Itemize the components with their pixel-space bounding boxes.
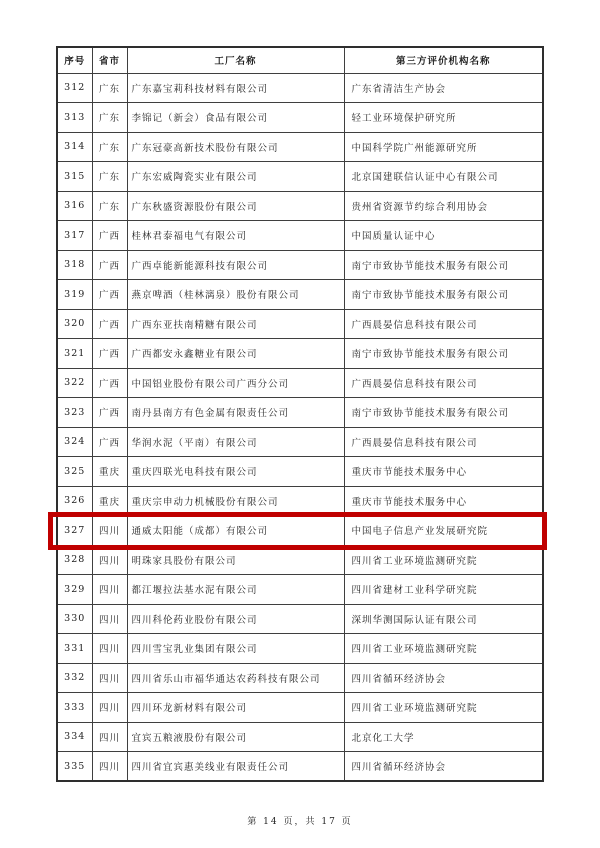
- cell-province: 广西: [92, 309, 127, 339]
- cell-agency: 南宁市致协节能技术服务有限公司: [344, 280, 543, 310]
- cell-index: 332: [57, 663, 92, 693]
- cell-province: 广西: [92, 280, 127, 310]
- cell-agency: 重庆市节能技术服务中心: [344, 457, 543, 487]
- cell-factory: 广东秋盛资源股份有限公司: [127, 191, 344, 221]
- cell-province: 四川: [92, 693, 127, 723]
- cell-agency: 四川省建材工业科学研究院: [344, 575, 543, 605]
- cell-province: 广西: [92, 368, 127, 398]
- cell-index: 314: [57, 132, 92, 162]
- header-index: 序号: [57, 47, 92, 73]
- cell-index: 335: [57, 752, 92, 782]
- cell-index: 324: [57, 427, 92, 457]
- cell-agency: 深圳华测国际认证有限公司: [344, 604, 543, 634]
- table-row: [57, 339, 543, 369]
- cell-index: 318: [57, 250, 92, 280]
- header-province: 省市: [92, 47, 127, 73]
- table-row: [57, 309, 543, 339]
- header-agency: 第三方评价机构名称: [344, 47, 543, 73]
- table-row: [57, 575, 543, 605]
- cell-province: 广西: [92, 250, 127, 280]
- cell-agency: 广西晨晏信息科技有限公司: [344, 309, 543, 339]
- cell-index: 331: [57, 634, 92, 664]
- cell-province: 重庆: [92, 457, 127, 487]
- cell-index: 323: [57, 398, 92, 428]
- cell-index: 330: [57, 604, 92, 634]
- cell-index: 325: [57, 457, 92, 487]
- cell-province: 广东: [92, 73, 127, 103]
- cell-index: 334: [57, 722, 92, 752]
- cell-factory: 四川省宜宾惠美线业有限责任公司: [127, 752, 344, 782]
- table-row: [57, 604, 543, 634]
- table-header: [57, 47, 543, 73]
- cell-province: 广东: [92, 191, 127, 221]
- cell-factory: 广东嘉宝莉科技材料有限公司: [127, 73, 344, 103]
- cell-factory: 四川雪宝乳业集团有限公司: [127, 634, 344, 664]
- cell-index: 313: [57, 103, 92, 133]
- cell-agency: 广东省清洁生产协会: [344, 73, 543, 103]
- cell-agency: 南宁市致协节能技术服务有限公司: [344, 398, 543, 428]
- cell-index: 320: [57, 309, 92, 339]
- table-row: [57, 427, 543, 457]
- cell-index: 319: [57, 280, 92, 310]
- table-row: [57, 663, 543, 693]
- cell-province: 四川: [92, 604, 127, 634]
- cell-province: 四川: [92, 634, 127, 664]
- cell-factory: 广西东亚扶南精糖有限公司: [127, 309, 344, 339]
- cell-factory: 广东冠豪高新技术股份有限公司: [127, 132, 344, 162]
- table-row: [57, 457, 543, 487]
- table-row: [57, 722, 543, 752]
- table-row: [57, 398, 543, 428]
- cell-factory: 中国铝业股份有限公司广西分公司: [127, 368, 344, 398]
- cell-factory: 燕京啤酒（桂林漓泉）股份有限公司: [127, 280, 344, 310]
- cell-province: 广西: [92, 398, 127, 428]
- cell-index: 328: [57, 545, 92, 575]
- cell-index: 333: [57, 693, 92, 723]
- table-row: [57, 73, 543, 103]
- cell-factory: 广西都安永鑫糖业有限公司: [127, 339, 344, 369]
- cell-province: 广东: [92, 162, 127, 192]
- cell-province: 重庆: [92, 486, 127, 516]
- cell-province: 四川: [92, 663, 127, 693]
- cell-agency: 四川省工业环境监测研究院: [344, 634, 543, 664]
- table-row: [57, 545, 543, 575]
- cell-index: 321: [57, 339, 92, 369]
- factory-evaluation-table: [56, 46, 544, 782]
- cell-agency: 北京国建联信认证中心有限公司: [344, 162, 543, 192]
- cell-factory: 四川环龙新材料有限公司: [127, 693, 344, 723]
- table-row: [57, 516, 543, 546]
- cell-factory: 华润水泥（平南）有限公司: [127, 427, 344, 457]
- cell-factory: 四川省乐山市福华通达农药科技有限公司: [127, 663, 344, 693]
- cell-agency: 贵州省资源节约综合利用协会: [344, 191, 543, 221]
- cell-agency: 广西晨晏信息科技有限公司: [344, 427, 543, 457]
- header-factory: 工厂名称: [127, 47, 344, 73]
- cell-agency: 四川省工业环境监测研究院: [344, 693, 543, 723]
- cell-factory: 通威太阳能（成都）有限公司: [127, 516, 344, 546]
- cell-index: 326: [57, 486, 92, 516]
- cell-province: 四川: [92, 516, 127, 546]
- table-row: [57, 280, 543, 310]
- cell-province: 四川: [92, 545, 127, 575]
- cell-agency: 南宁市致协节能技术服务有限公司: [344, 339, 543, 369]
- cell-agency: 轻工业环境保护研究所: [344, 103, 543, 133]
- cell-agency: 北京化工大学: [344, 722, 543, 752]
- cell-province: 广西: [92, 427, 127, 457]
- cell-agency: 重庆市节能技术服务中心: [344, 486, 543, 516]
- cell-province: 广西: [92, 339, 127, 369]
- cell-agency: 中国电子信息产业发展研究院: [344, 516, 543, 546]
- cell-index: 329: [57, 575, 92, 605]
- cell-agency: 四川省工业环境监测研究院: [344, 545, 543, 575]
- cell-factory: 明珠家具股份有限公司: [127, 545, 344, 575]
- cell-province: 广东: [92, 132, 127, 162]
- table-row: [57, 634, 543, 664]
- table-row: [57, 162, 543, 192]
- cell-factory: 广西卓能新能源科技有限公司: [127, 250, 344, 280]
- cell-factory: 重庆四联光电科技有限公司: [127, 457, 344, 487]
- cell-province: 四川: [92, 575, 127, 605]
- cell-agency: 广西晨晏信息科技有限公司: [344, 368, 543, 398]
- cell-province: 四川: [92, 722, 127, 752]
- cell-index: 316: [57, 191, 92, 221]
- cell-index: 315: [57, 162, 92, 192]
- page-footer: 第 14 页，共 17 页: [247, 817, 353, 827]
- cell-agency: 中国科学院广州能源研究所: [344, 132, 543, 162]
- cell-index: 322: [57, 368, 92, 398]
- cell-factory: 李锦记（新会）食品有限公司: [127, 103, 344, 133]
- table-row: [57, 693, 543, 723]
- cell-agency: 南宁市致协节能技术服务有限公司: [344, 250, 543, 280]
- cell-factory: 桂林君泰福电气有限公司: [127, 221, 344, 251]
- cell-index: 317: [57, 221, 92, 251]
- cell-factory: 宜宾五粮液股份有限公司: [127, 722, 344, 752]
- cell-factory: 四川科伦药业股份有限公司: [127, 604, 344, 634]
- cell-index: 327: [57, 516, 92, 546]
- table-row: [57, 486, 543, 516]
- cell-factory: 南丹县南方有色金属有限责任公司: [127, 398, 344, 428]
- cell-province: 广西: [92, 221, 127, 251]
- table-row: [57, 368, 543, 398]
- cell-factory: 都江堰拉法基水泥有限公司: [127, 575, 344, 605]
- cell-agency: 中国质量认证中心: [344, 221, 543, 251]
- table-row: [57, 250, 543, 280]
- table-body: [57, 73, 543, 781]
- cell-factory: 广东宏威陶瓷实业有限公司: [127, 162, 344, 192]
- cell-agency: 四川省循环经济协会: [344, 663, 543, 693]
- cell-province: 广东: [92, 103, 127, 133]
- cell-agency: 四川省循环经济协会: [344, 752, 543, 782]
- table-row: [57, 103, 543, 133]
- cell-index: 312: [57, 73, 92, 103]
- table-header-row: [57, 47, 543, 73]
- cell-factory: 重庆宗申动力机械股份有限公司: [127, 486, 344, 516]
- cell-province: 四川: [92, 752, 127, 782]
- table-row: [57, 221, 543, 251]
- table-row: [57, 752, 543, 782]
- table-row: [57, 132, 543, 162]
- table-row: [57, 191, 543, 221]
